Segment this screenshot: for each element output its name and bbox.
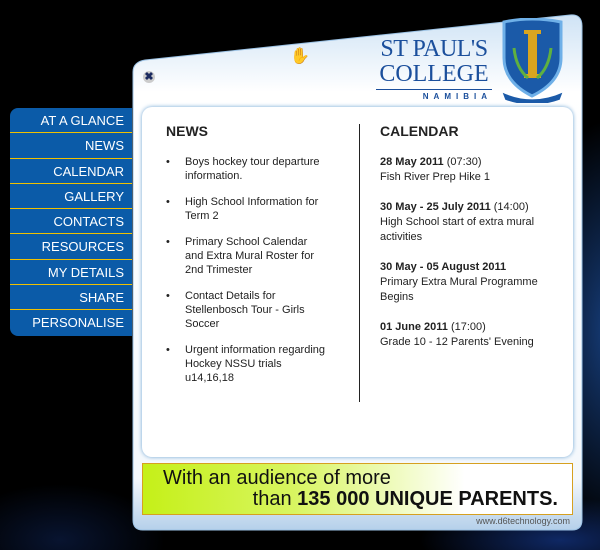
news-title: NEWS — [166, 123, 208, 139]
logo-line1: ST PAUL'S — [380, 36, 488, 62]
nav-calendar[interactable]: CALENDAR — [10, 159, 132, 184]
calendar-event[interactable] — [380, 155, 560, 185]
crest-icon — [500, 18, 565, 103]
news-item[interactable]: • Boys hockey tour departure information. — [166, 155, 326, 183]
ad-line2-bold: 135 000 UNIQUE PARENTS. — [297, 488, 558, 510]
logo-line2: COLLEGE — [379, 61, 489, 87]
calendar-event[interactable] — [380, 200, 560, 245]
news-item[interactable]: • Urgent information regarding Hockey NSSU trials u14,16,18 — [166, 343, 326, 385]
event-desc: Fish River Prep Hike 1 — [380, 171, 491, 183]
nav-personalise[interactable]: PERSONALISE — [32, 315, 124, 331]
close-button[interactable]: ✖ — [144, 71, 154, 83]
footer-link[interactable]: www.d6technology.com — [476, 516, 570, 526]
ad-line2 — [253, 488, 558, 511]
nav-gallery[interactable]: GALLERY — [10, 184, 132, 209]
college-logo — [376, 37, 492, 101]
calendar-event[interactable] — [380, 320, 560, 350]
event-date: 30 May - 25 July 2011 — [380, 201, 491, 213]
nav-contacts[interactable]: CONTACTS — [10, 209, 132, 234]
nav-news[interactable]: NEWS — [10, 133, 132, 158]
content-panel — [142, 107, 573, 457]
ad-line2-text: than — [252, 488, 298, 510]
event-desc: Primary Extra Mural Programme Begins — [380, 276, 538, 303]
news-section — [166, 123, 336, 397]
event-desc: High School start of extra mural activities — [380, 216, 535, 243]
calendar-section — [380, 123, 560, 365]
event-time: (07:30) — [446, 156, 482, 168]
ad-banner[interactable] — [142, 463, 573, 515]
hand-cursor-icon: ✋ — [290, 48, 310, 65]
news-item[interactable]: • Primary School Calendar and Extra Mural Roster for 2nd Trimester — [166, 235, 326, 277]
side-nav — [10, 108, 132, 336]
nav-at-a-glance[interactable]: AT A GLANCE — [10, 108, 132, 133]
logo-line3: NAMIBIA — [376, 89, 492, 101]
calendar-title: CALENDAR — [380, 123, 459, 139]
calendar-event[interactable] — [380, 260, 560, 305]
event-time: (17:00) — [450, 321, 486, 333]
nav-share[interactable]: SHARE — [10, 285, 132, 310]
event-time: (14:00) — [493, 201, 529, 213]
nav-my-details[interactable]: MY DETAILS — [10, 260, 132, 285]
event-date: 30 May - 05 August 2011 — [380, 261, 507, 273]
event-date: 01 June 2011 — [380, 321, 448, 333]
ad-line1: With an audience of more — [163, 467, 391, 489]
news-item[interactable]: • Contact Details for Stellenbosch Tour - Girls Soccer — [166, 289, 326, 331]
event-desc: Grade 10 - 12 Parents' Evening — [380, 336, 534, 348]
event-date: 28 May 2011 — [380, 156, 444, 168]
nav-resources[interactable]: RESOURCES — [10, 234, 132, 259]
divider — [359, 124, 360, 402]
news-item[interactable]: • High School Information for Term 2 — [166, 195, 326, 223]
